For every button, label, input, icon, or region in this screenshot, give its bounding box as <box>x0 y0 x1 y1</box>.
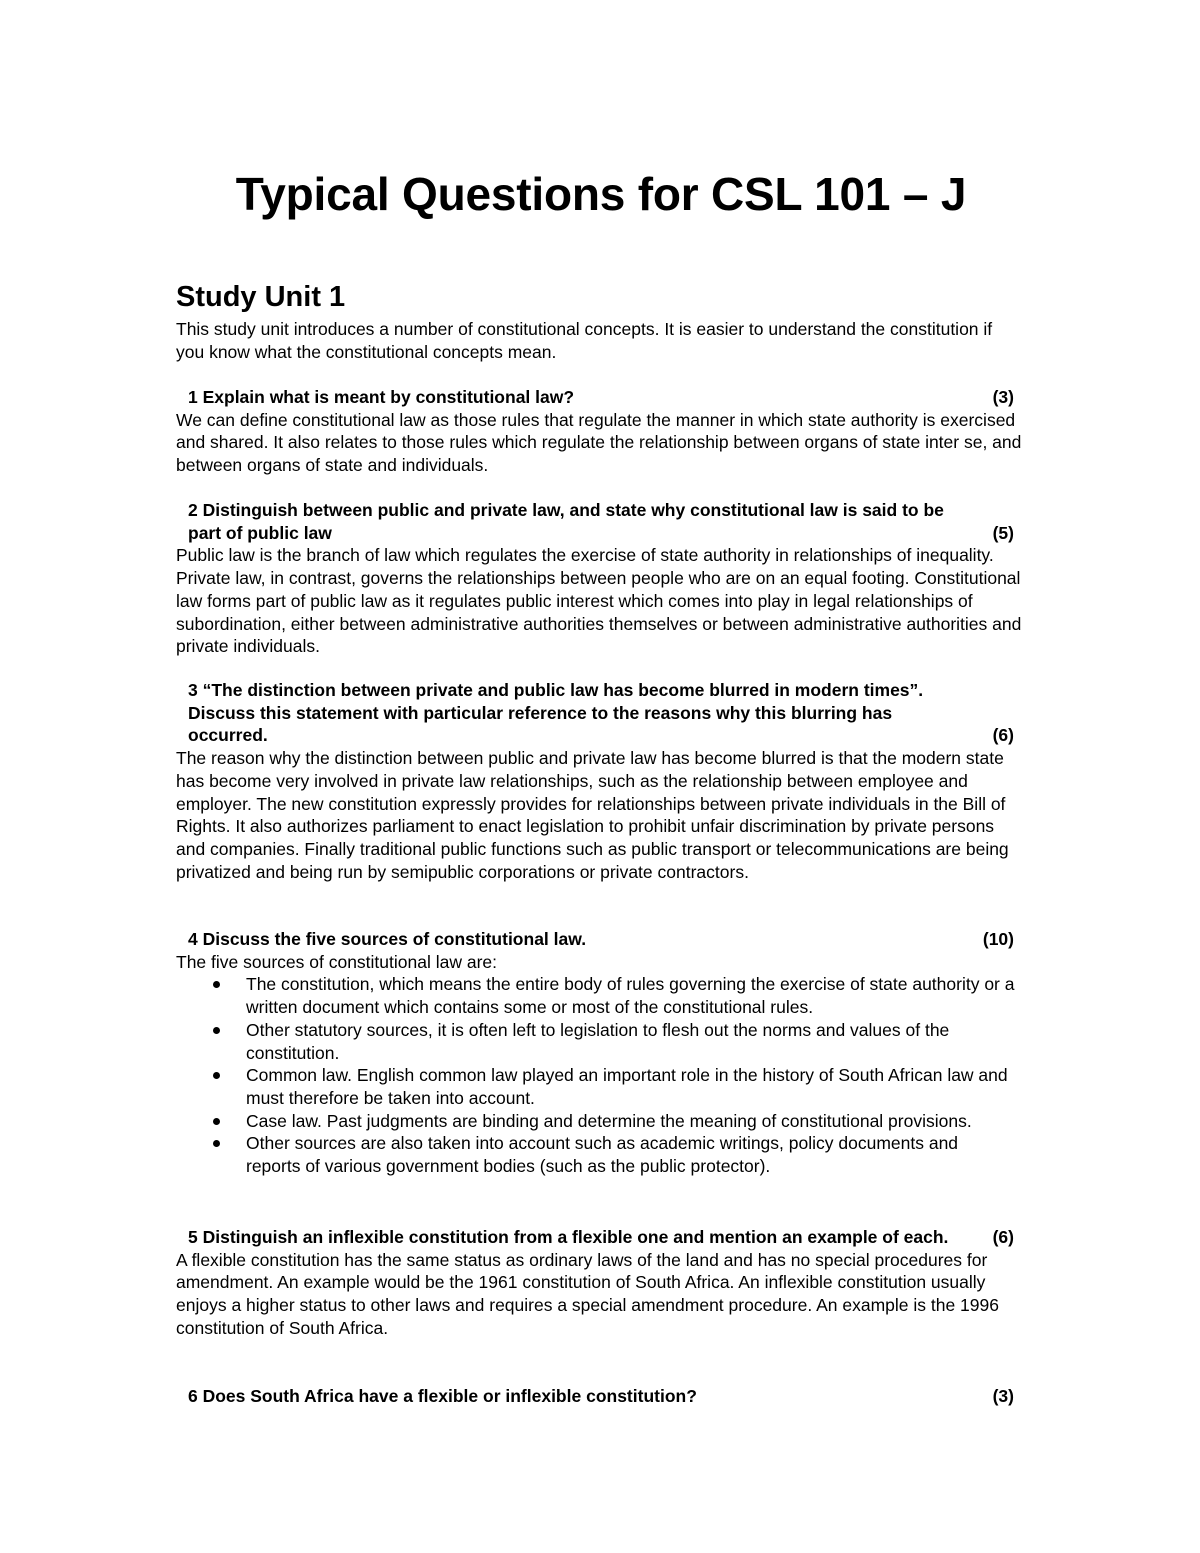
intro-paragraph: This study unit introduces a number of constitutional concepts. It is easier to understand the constitution if you know what the constitutional concepts mean. <box>176 319 993 362</box>
question-text <box>176 679 1026 747</box>
bullet-icon <box>213 1118 220 1125</box>
list-item <box>176 973 1026 1018</box>
list-item-text: Other sources are also taken into account such as academic writings, policy documents and reports of various government bodies (such as the public protector). <box>246 1133 959 1177</box>
list-item-text: Other statutory sources, it is often left to legislation to flesh out the norms and values of the constitution. <box>246 1019 950 1063</box>
bullet-icon <box>213 1027 220 1034</box>
list-item-text: The constitution, which means the entire body of rules governing the exercise of state authority or a written document which contains some or most of the constitutional rules. <box>246 974 1015 1018</box>
question-text <box>176 928 1026 951</box>
bullet-icon <box>213 981 220 988</box>
bullet-icon <box>213 1072 220 1079</box>
answer-text: Public law is the branch of law which regulates the exercise of state authority in relationships of inequality. Private law, in contrast, governs the relationships between people who are on an equal footing. Constitutional law forms part of public law as it regulates public interest which comes into play in legal relationships of subordination, either between administrative authorities themselves or between administrative authorities and private individuals. <box>176 545 1022 657</box>
question-label: 5 Distinguish an inflexible constitution from a flexible one and mention an example of each. <box>188 1227 949 1247</box>
answer-text: The reason why the distinction between public and private law has become blurred is that the modern state has become very involved in private law relationships, such as the relationship between employee and employer. The new constitution expressly provides for relationships between private individuals in the Bill of Rights. It also authorizes parliament to enact legislation to prohibit unfair discrimination by private persons and companies. Finally traditional public functions such as public transport or telecommunications are being privatized and being run by semipublic corporations or private contractors. <box>176 748 1009 882</box>
question-text <box>176 499 1026 544</box>
question-marks: (3) <box>992 1386 1014 1406</box>
question-marks: (5) <box>992 522 1014 543</box>
study-unit-heading: Study Unit 1 <box>176 281 346 313</box>
question-block-6 <box>176 1385 1026 1408</box>
question-block-1 <box>176 386 1026 477</box>
question-label: 4 Discuss the five sources of constitutional law. <box>188 929 587 949</box>
list-item <box>176 1019 1026 1064</box>
list-item-text: Common law. English common law played an important role in the history of South African law and must therefore be taken into account. <box>246 1065 1008 1108</box>
question-marks: (6) <box>992 1227 1014 1247</box>
list-item <box>176 1110 1026 1133</box>
intro-section <box>176 318 1026 363</box>
list-item <box>176 1132 1026 1177</box>
document-title: Typical Questions for CSL 101 – J <box>235 168 967 220</box>
bullet-icon <box>213 1140 220 1147</box>
answer-text: We can define constitutional law as those rules that regulate the manner in which state authority is exercised and shared. It also relates to those rules which regulate the relationship between organs of state inter se, and between organs of state and individuals. <box>176 409 1022 476</box>
question-marks: (6) <box>992 725 1014 746</box>
question-label: 3 “The distinction between private and public law has become blurred in modern times”. Discuss this statement with particular reference to the reasons why this blurring has occurred. <box>188 680 924 746</box>
sources-list <box>176 973 1026 1177</box>
question-marks: (3) <box>992 387 1014 407</box>
question-block-2 <box>176 499 1026 658</box>
question-label: 2 Distinguish between public and private law, and state why constitutional law is said to be part of public law <box>188 500 944 543</box>
list-item <box>176 1064 1026 1109</box>
question-block-5 <box>176 1226 1026 1340</box>
question-marks: (10) <box>982 929 1014 949</box>
question-text <box>176 386 1026 409</box>
question-text <box>176 1226 1026 1249</box>
question-block-3 <box>176 679 1026 883</box>
question-label: 1 Explain what is meant by constitutional law? <box>188 387 575 407</box>
question-text <box>176 1385 1026 1408</box>
question-label: 6 Does South Africa have a flexible or inflexible constitution? <box>188 1386 697 1406</box>
answer-text: The five sources of constitutional law are: <box>176 951 497 972</box>
list-item-text: Case law. Past judgments are binding and determine the meaning of constitutional provisions. <box>246 1110 972 1131</box>
question-block-4 <box>176 928 1026 1178</box>
answer-text: A flexible constitution has the same status as ordinary laws of the land and has no special procedures for amendment. An example would be the 1961 constitution of South Africa. An inflexible constitution usually enjoys a higher status to other laws and requires a special amendment procedure. An example is the 1996 constitution of South Africa. <box>176 1249 999 1338</box>
